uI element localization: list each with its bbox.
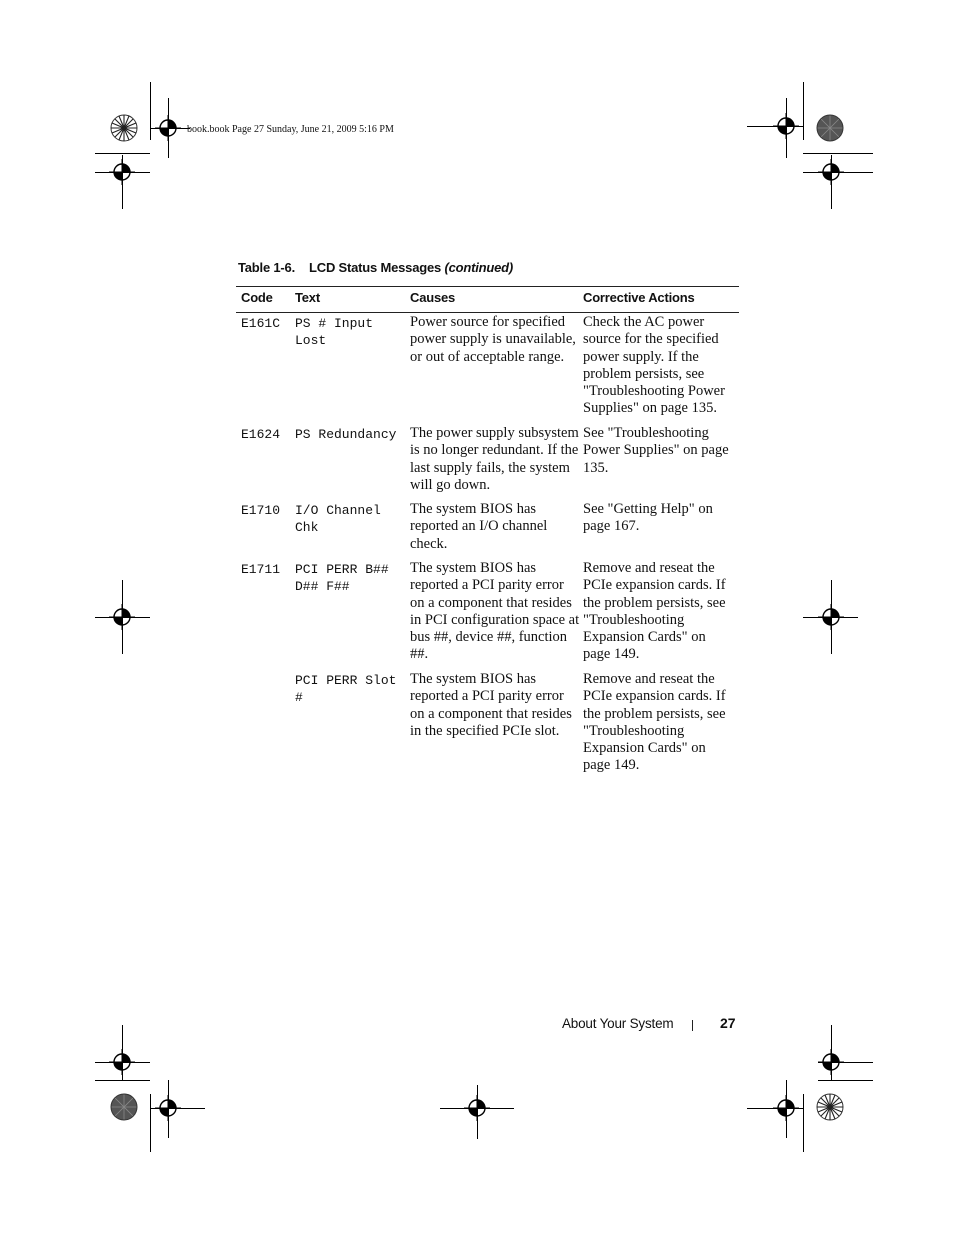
table-top-rule — [236, 286, 739, 287]
cell-actions: See "Troubleshooting Power Supplies" on page 135. — [583, 425, 729, 476]
cell-causes: The system BIOS has reported an I/O channel check. — [410, 501, 548, 552]
registration-mark-icon — [818, 159, 844, 185]
cell-text: PS # Input Lost — [295, 316, 374, 349]
print-info-slug: book.book Page 27 Sunday, June 21, 2009 5:16 PM — [187, 124, 394, 135]
header-corrective-actions: Corrective Actions — [583, 290, 695, 305]
registration-mark-icon — [109, 1049, 135, 1075]
cell-actions: Remove and reseat the PCIe expansion cards. If the problem persists, see "Troubleshooting Expansion Cards" on page 149. — [583, 671, 726, 774]
cell-code: E1710 — [241, 503, 281, 518]
registration-mark-icon — [155, 115, 181, 141]
registration-mark-icon — [155, 1095, 181, 1121]
header-causes: Causes — [410, 290, 456, 305]
cell-actions: See "Getting Help" on page 167. — [583, 501, 713, 535]
cell-causes: The power supply subsystem is no longer redundant. If the last supply fails, the system will go down. — [410, 425, 579, 493]
cell-causes: The system BIOS has reported a PCI parity error on a component that resides in PCI configuration space at bus ##, device ##, function ##. — [410, 560, 580, 663]
table-header-rule — [236, 312, 739, 313]
cell-text: PCI PERR Slot # — [295, 673, 397, 706]
registration-mark-icon — [818, 1049, 844, 1075]
registration-mark-icon — [109, 159, 135, 185]
cell-text: PS Redundancy — [295, 427, 397, 442]
cell-text: I/O Channel Chk — [295, 503, 381, 536]
page-number: 27 — [720, 1015, 736, 1031]
header-text: Text — [295, 290, 320, 305]
footer-section-title: About Your System — [562, 1016, 674, 1031]
starburst-mark-icon — [109, 113, 139, 143]
footer-separator — [692, 1020, 693, 1031]
cell-causes: The system BIOS has reported a PCI parity error on a component that resides in the specified PCIe slot. — [410, 671, 572, 739]
cell-code: E1624 — [241, 427, 281, 442]
starburst-mark-icon — [109, 1092, 139, 1122]
table-continued: (continued) — [444, 260, 514, 275]
cell-actions: Check the AC power source for the specified power supply. If the problem persists, see "Troubleshooting Power Supplies" on page 135. — [583, 314, 725, 417]
cell-actions: Remove and reseat the PCIe expansion cards. If the problem persists, see "Troubleshooting Expansion Cards" on page 149. — [583, 560, 726, 663]
registration-mark-icon — [773, 113, 799, 139]
registration-mark-icon — [109, 604, 135, 630]
header-code: Code — [241, 290, 273, 305]
cell-causes: Power source for specified power supply is unavailable, or out of acceptable range. — [410, 314, 576, 365]
cell-code: E1711 — [241, 562, 281, 577]
registration-mark-icon — [818, 604, 844, 630]
table-title: LCD Status Messages — [309, 260, 442, 275]
cell-text: PCI PERR B## D## F## — [295, 562, 389, 595]
starburst-mark-icon — [815, 113, 845, 143]
registration-mark-icon — [464, 1095, 490, 1121]
registration-mark-icon — [773, 1095, 799, 1121]
table-caption — [238, 260, 513, 275]
table-label: Table 1-6. — [238, 260, 296, 275]
cell-code: E161C — [241, 316, 281, 331]
starburst-mark-icon — [815, 1092, 845, 1122]
